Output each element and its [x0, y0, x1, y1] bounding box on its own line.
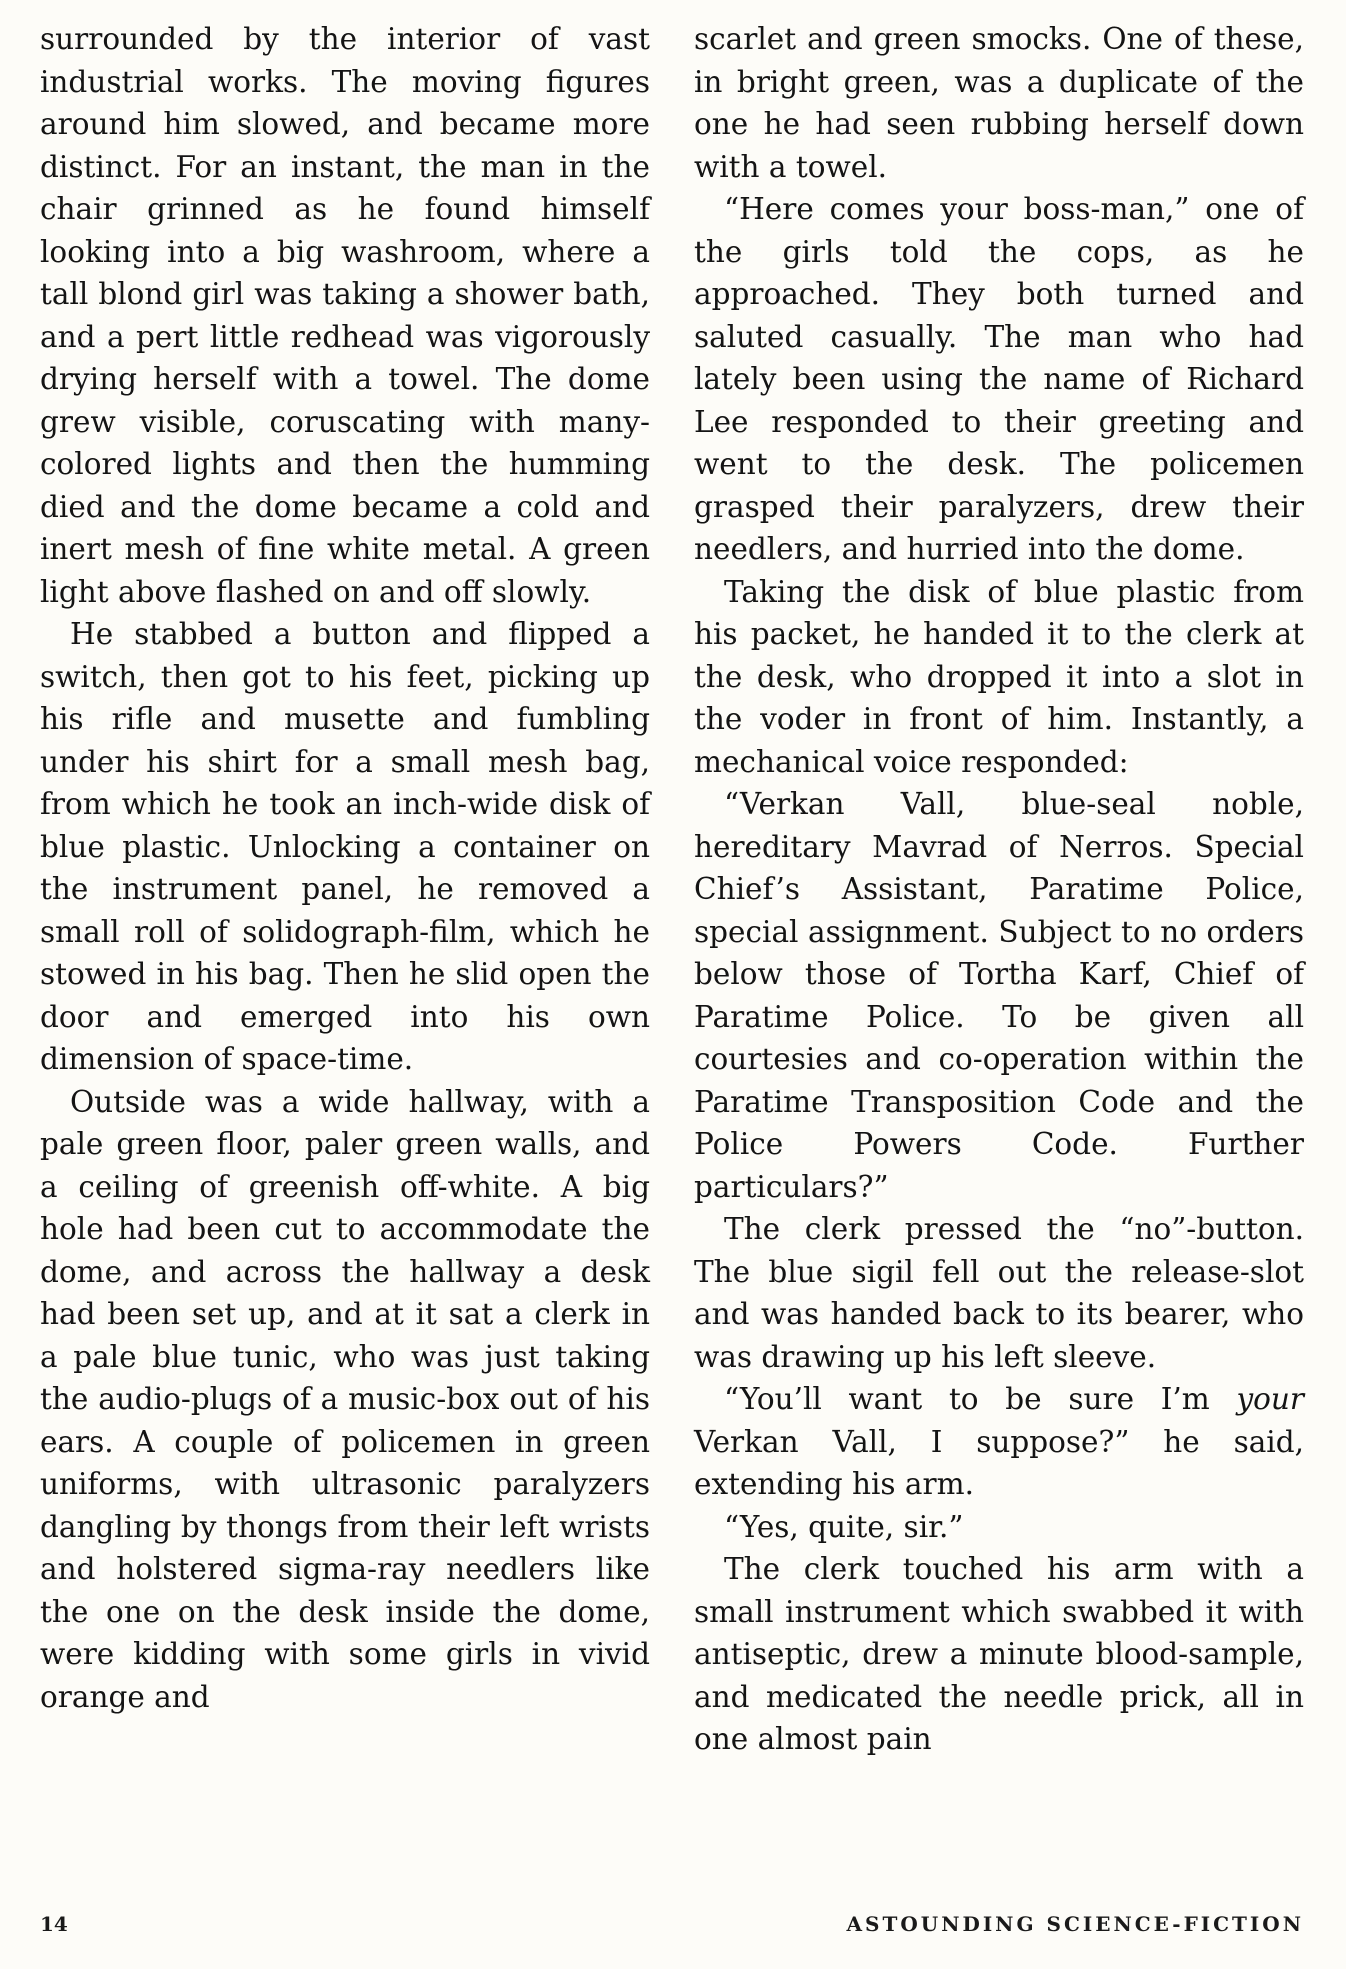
- page-footer: [40, 1912, 1304, 1948]
- paragraph: He stabbed a button and flipped a switch, then got to his feet, picking up his rifle and musette and fumbling under his shirt for a small mesh bag, from which he took an inch-wide disk of blue plastic. Unlocking a container on the instrument panel, he removed a small roll of solidograph-film, which he stowed in his bag. Then he slid open the door and emerged into his own dimension of space-time.: [40, 617, 650, 1076]
- paragraph: Outside was a wide hallway, with a pale green floor, paler green walls, and a ceiling of greenish off-white. A big hole had been cut to accommodate the dome, and across the hallway a desk had been set up, and at it sat a clerk in a pale blue tunic, who was just taking the audio-plugs of a music-box out of his ears. A couple of policemen in green uniforms, with ultrasonic paralyzers dangling by thongs from their left wrists and holstered sigma-ray needlers like the one on the desk inside the dome, were kidding with some girls in vivid orange and: [40, 1084, 650, 1714]
- left-column: [40, 18, 650, 1718]
- paragraph: scarlet and green smocks. One of these, in bright green, was a duplicate of the one he had seen rubbing herself down with a towel.: [694, 22, 1304, 184]
- paragraph: “Here comes your boss-man,” one of the girls told the cops, as he approached. They both turned and saluted casually. The man who had lately been using the name of Richard Lee responded to their greeting and went to the desk. The policemen grasped their paralyzers, drew their needlers, and hurried into the dome.: [694, 192, 1304, 566]
- right-column: [694, 18, 1304, 1761]
- running-head: ASTOUNDING SCIENCE-FICTION: [846, 1912, 1304, 1936]
- paragraph-text: Verkan Vall, I suppose?” he said, extending his arm.: [694, 1424, 1304, 1501]
- page-number: 14: [40, 1912, 68, 1936]
- paragraph: The clerk touched his arm with a small instrument which swabbed it with antiseptic, drew a minute blood-sample, and medicated the needle prick, all in one almost pain: [694, 1552, 1304, 1756]
- paragraph-text: “You’ll want to be sure I’m: [724, 1382, 1237, 1416]
- paragraph: Taking the disk of blue plastic from his packet, he handed it to the clerk at the desk, who dropped it into a slot in the voder in front of him. Instantly, a mechanical voice responded:: [694, 574, 1304, 779]
- paragraph: The clerk pressed the “no”-button. The blue sigil fell out the release-slot and was handed back to its bearer, who was drawing up his left sleeve.: [694, 1212, 1304, 1374]
- paragraph: surrounded by the interior of vast industrial works. The moving figures around him slowed, and became more distinct. For an instant, the man in the chair grinned as he found himself looking into a big washroom, where a tall blond girl was taking a shower bath, and a pert little redhead was vigorously drying herself with a towel. The dome grew visible, coruscating with many-colored lights and then the humming died and the dome became a cold and inert mesh of fine white metal. A green light above flashed on and off slowly.: [40, 22, 650, 609]
- paragraph: [694, 1378, 1304, 1506]
- paragraph: “Verkan Vall, blue-seal noble, hereditary Mavrad of Nerros. Special Chief’s Assistant, Paratime Police, special assignment. Subject to no orders below those of Tortha Karf, Chief of Paratime Police. To be given all courtesies and co-operation within the Paratime Transposition Code and the Police Powers Code. Further particulars?”: [694, 787, 1304, 1204]
- emphasis-text: your: [1236, 1382, 1304, 1416]
- paragraph: “Yes, quite, sir.”: [724, 1509, 964, 1544]
